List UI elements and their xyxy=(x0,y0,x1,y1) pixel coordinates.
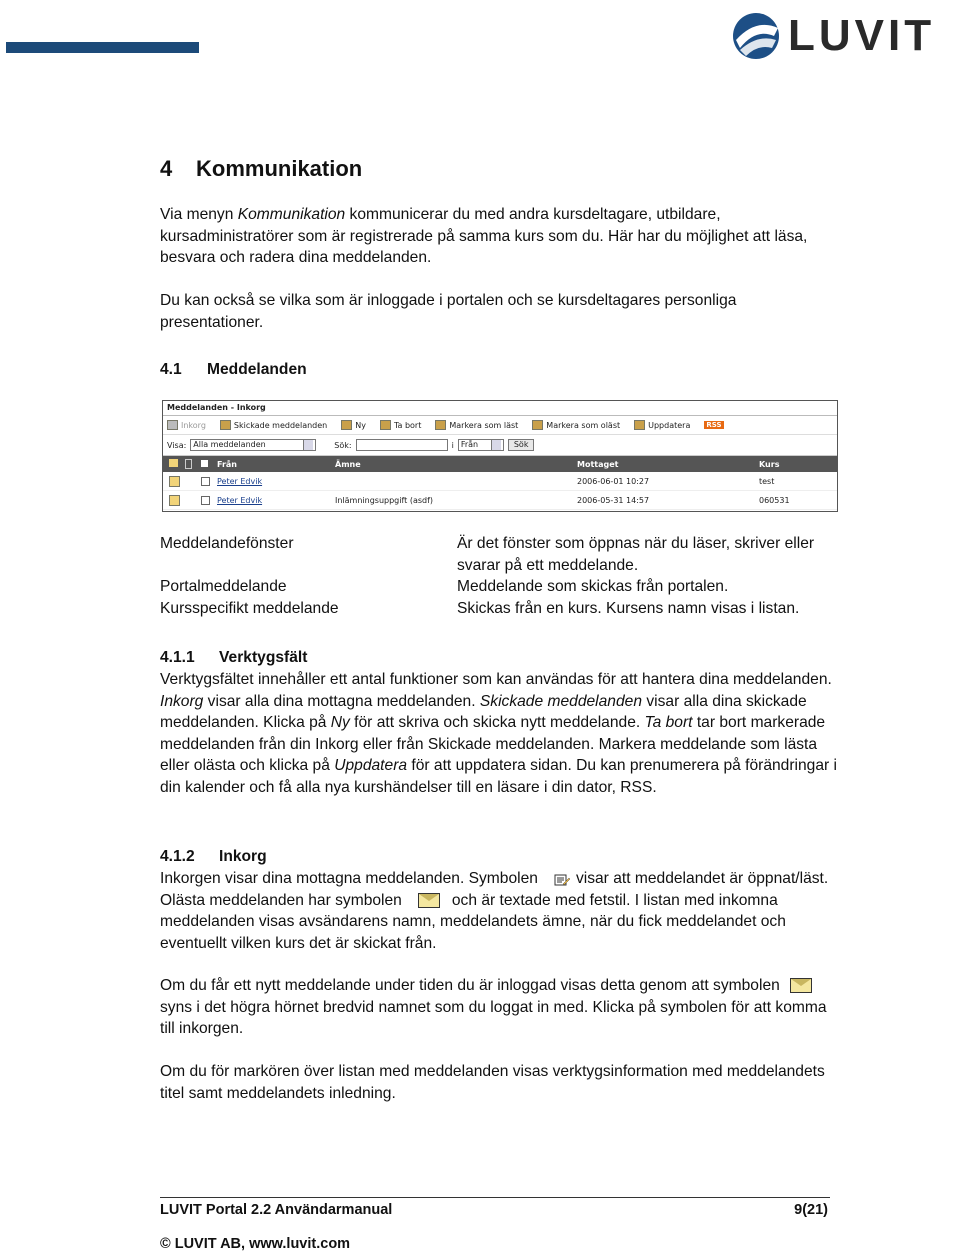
toolbar-rss[interactable]: RSS xyxy=(706,421,722,429)
read-message-icon xyxy=(169,476,180,487)
definition-desc: Är det fönster som öppnas när du läser, skriver eller svarar på ett meddelande. xyxy=(457,535,815,574)
row-from[interactable]: Peter Edvik xyxy=(217,476,263,486)
toolbar-inbox[interactable] xyxy=(167,420,206,430)
definition-term: Kursspecifikt meddelande xyxy=(160,600,339,617)
toolbar-mark-read-label: Markera som läst xyxy=(449,420,519,430)
inbox-icon xyxy=(167,420,178,430)
refresh-icon xyxy=(634,420,645,430)
envelope-header-icon xyxy=(169,459,178,467)
text: Om du får ett nytt meddelande under tiden du är inloggad visas detta genom att symbolen xyxy=(160,977,780,994)
column-received[interactable]: Mottaget xyxy=(577,459,619,469)
mark-read-icon xyxy=(435,420,446,430)
text: och är textade med fetstil. I listan med inkomna meddelanden visas avsändarens namn, meddelandets ämne, när du fick meddelandet och eventuellt vilken kurs det är skickat från. xyxy=(160,891,786,952)
search-input[interactable] xyxy=(356,439,448,451)
show-select[interactable] xyxy=(190,439,316,451)
open-message-icon xyxy=(554,868,570,890)
delete-icon xyxy=(380,420,391,430)
row-received: 2006-05-31 14:57 xyxy=(577,495,650,505)
intro-paragraph-2: Du kan också se vilka som är inloggade i portalen och se kursdeltagares personliga presentationer. xyxy=(160,292,737,331)
toolbar-inbox-label: Inkorg xyxy=(181,420,206,430)
term-ny: Ny xyxy=(330,714,350,732)
subheading-number: 4.1 xyxy=(160,361,182,378)
toolbar-mark-read[interactable] xyxy=(435,420,518,430)
term-inkorg: Inkorg xyxy=(160,692,204,710)
subheading-title: Inkorg xyxy=(219,848,267,865)
screenshot-window-title: Meddelanden - Inkorg xyxy=(163,401,837,416)
definition-term: Portalmeddelande xyxy=(160,578,287,595)
unread-envelope-icon xyxy=(418,890,440,912)
toolbar-mark-unread[interactable] xyxy=(532,420,620,430)
attachment-icon xyxy=(185,459,192,469)
intro-paragraph-1 xyxy=(160,204,840,269)
select-all-checkbox[interactable] xyxy=(201,460,208,467)
row-checkbox[interactable] xyxy=(201,477,210,486)
footer-divider xyxy=(160,1197,830,1198)
text: för att uppdatera sidan. Du kan prenumerera på förändringar i din kalender och få alla nya kurshändelser till en läsare i din dator, RSS. xyxy=(160,757,838,796)
search-field-value: Från xyxy=(460,440,479,449)
text: syns i det högra hörnet bredvid namnet som du loggat in med. Klicka på symbolen för att komma till inkorgen. xyxy=(160,998,827,1038)
text: Verktygsfältet innehåller ett antal funktioner som kan användas för att hantera dina meddelanden. xyxy=(160,671,832,688)
definition-desc: Skickas från en kurs. Kursens namn visas i listan. xyxy=(457,600,800,617)
text: för att skriva och skicka nytt meddelande. xyxy=(349,714,645,732)
screenshot-filter-bar xyxy=(163,435,837,456)
row-subject[interactable]: Inlämningsuppgift (asdf) xyxy=(335,495,434,505)
toolbar-new[interactable] xyxy=(341,420,366,430)
term-skickade: Skickade meddelanden xyxy=(479,692,642,710)
chevron-down-icon xyxy=(303,440,313,450)
column-subject[interactable]: Ämne xyxy=(335,459,361,469)
footer-copyright: © LUVIT AB, www.luvit.com xyxy=(160,1236,351,1252)
row-course: test xyxy=(759,476,775,486)
toolbar-new-label: Ny xyxy=(355,420,366,430)
section-title: Kommunikation xyxy=(196,156,363,181)
section-number: 4 xyxy=(160,156,173,181)
search-in-label: i xyxy=(451,440,454,450)
toolbar-sent[interactable] xyxy=(220,420,327,430)
inbox-paragraph-2 xyxy=(160,975,840,1040)
show-label: Visa: xyxy=(167,440,187,450)
row-from[interactable]: Peter Edvik xyxy=(217,495,263,505)
toolbar-delete[interactable] xyxy=(380,420,421,430)
toolbar-delete-label: Ta bort xyxy=(393,420,422,430)
text: Inkorgen visar dina mottagna meddelanden. Symbolen xyxy=(160,870,538,887)
row-checkbox[interactable] xyxy=(201,496,210,505)
mark-unread-icon xyxy=(532,420,543,430)
column-course[interactable]: Kurs xyxy=(759,459,780,469)
inbox-paragraph-1 xyxy=(160,868,840,955)
footer-page-number: 9(21) xyxy=(794,1202,828,1218)
toolbar-update-label: Uppdatera xyxy=(648,420,691,430)
subheading-title: Meddelanden xyxy=(207,361,307,378)
toolbar-paragraph xyxy=(160,669,840,799)
message-list-header xyxy=(163,456,837,472)
subheading-4-1-2 xyxy=(160,848,267,866)
luvit-globe-icon xyxy=(730,10,782,62)
text: tar bort markerade meddelanden från din Inkorg eller från Skickade meddelanden. Markera meddelande som lästa eller olästa och klicka på xyxy=(160,714,826,775)
search-field-select[interactable] xyxy=(458,439,504,451)
page-title xyxy=(160,156,362,182)
menu-name: Kommunikation xyxy=(237,206,346,223)
message-row[interactable] xyxy=(163,472,837,491)
search-button[interactable]: Sök xyxy=(508,439,535,451)
subheading-number: 4.1.2 xyxy=(160,848,195,865)
show-select-value: Alla meddelanden xyxy=(193,440,266,449)
messages-screenshot xyxy=(162,400,838,512)
term-uppdatera: Uppdatera xyxy=(334,757,408,775)
subheading-4-1 xyxy=(160,361,307,379)
text: visar alla dina mottagna meddelanden. xyxy=(203,692,480,710)
logo-text: LUVIT xyxy=(788,11,936,60)
chevron-down-icon xyxy=(491,440,501,450)
subheading-number: 4.1.1 xyxy=(160,649,195,666)
column-from[interactable]: Från xyxy=(217,459,237,469)
toolbar-sent-label: Skickade meddelanden xyxy=(233,420,328,430)
definition-desc: Meddelande som skickas från portalen. xyxy=(457,578,729,595)
text: visar alla dina skickade meddelanden. Klicka på xyxy=(160,692,807,732)
message-row[interactable] xyxy=(163,491,837,510)
header-accent-bar xyxy=(6,42,199,53)
toolbar-update[interactable] xyxy=(634,420,690,430)
row-course: 060531 xyxy=(759,495,790,505)
row-received: 2006-06-01 10:27 xyxy=(577,476,650,486)
intro-text-2: kommunicerar du med andra kursdeltagare, utbildare, kursadministratörer som är registrerade på samma kurs som du. Här har du möjlighet att läsa, besvara och radera dina meddelanden. xyxy=(160,206,808,267)
subheading-title: Verktygsfält xyxy=(219,649,308,666)
new-message-icon xyxy=(341,420,352,430)
subheading-4-1-1 xyxy=(160,649,307,667)
screenshot-toolbar xyxy=(163,416,837,435)
read-message-icon xyxy=(169,495,180,506)
term-tabort: Ta bort xyxy=(644,714,693,732)
inbox-paragraph-3: Om du för markören över listan med meddelanden visas verktygsinformation med meddelandets titel samt meddelandets inledning. xyxy=(160,1063,825,1102)
search-label: Sök: xyxy=(334,440,352,450)
toolbar-mark-unread-label: Markera som oläst xyxy=(546,420,621,430)
luvit-logo xyxy=(730,8,958,64)
footer-manual-title: LUVIT Portal 2.2 Användarmanual xyxy=(160,1202,393,1218)
new-message-envelope-icon xyxy=(790,975,812,997)
definition-term: Meddelandefönster xyxy=(160,535,294,552)
text: visar att meddelandet är öppnat/läst. Olästa meddelanden har symbolen xyxy=(160,870,829,909)
sent-icon xyxy=(220,420,231,430)
intro-text: Via menyn xyxy=(160,206,238,223)
